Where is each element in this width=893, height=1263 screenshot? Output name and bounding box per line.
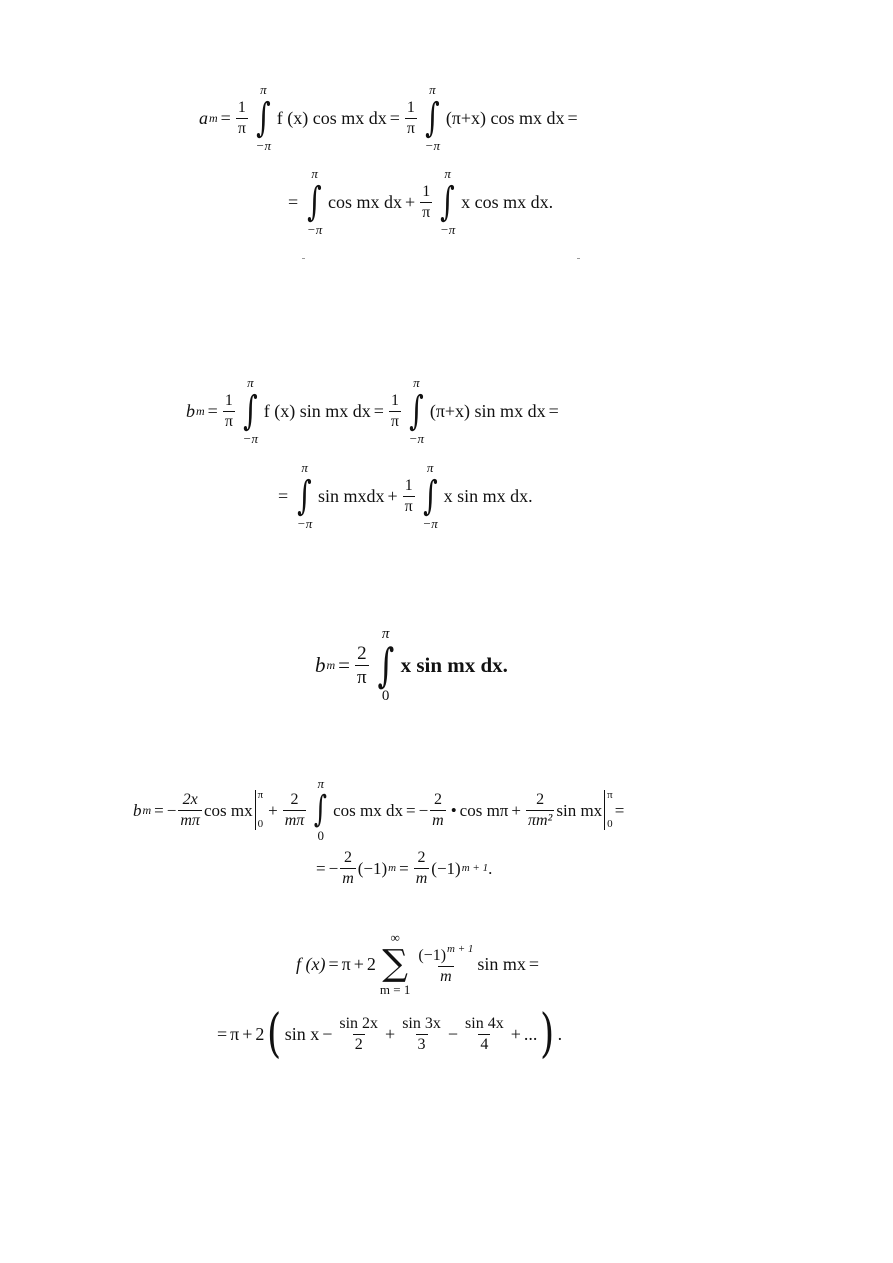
eq2-l2-term-b: x sin mx dx. — [443, 486, 533, 506]
eq5-pi: π — [341, 954, 351, 974]
eq2-integral2: π ∫ −π — [408, 375, 425, 446]
eq5-l2-equals: = — [217, 1024, 228, 1044]
eq1-frac1: $\frac{1}{\pi}$ — [237, 98, 246, 137]
eq5-term2: $\frac{\sin 2x}{2}$ — [339, 1014, 379, 1053]
eq4-l2-exp1: m — [388, 862, 397, 874]
eq5-l2-plus: + — [242, 1024, 253, 1044]
eq5-term1: sin x — [284, 1024, 320, 1044]
eq1-frac2: $\frac{1}{\pi}$ — [406, 98, 415, 137]
eq4-equals: = — [154, 800, 164, 820]
scan-speck-right — [577, 258, 580, 259]
eq4-minus2: − — [418, 800, 429, 820]
eq5-minus1: − — [322, 1024, 333, 1044]
eq4-frac3: $\frac{2}{m}$ — [432, 790, 444, 829]
eq1-line2 — [285, 166, 553, 238]
eq2-l2-integral2: π ∫ −π — [422, 460, 438, 531]
eq4-equals3: = — [614, 800, 625, 820]
eq4-frac1: $\frac{2x}{m\pi}$ — [180, 790, 200, 829]
eq1-l2-integral1: π ∫ −π — [306, 166, 323, 237]
eq3-integral: π ∫ 0 — [377, 626, 394, 704]
eq5-line1 — [296, 930, 542, 998]
eq4-l2-pow1: (−1) — [357, 859, 388, 878]
eq4-l2-pow2: (−1) — [431, 859, 461, 878]
eq2-equals2: = — [373, 401, 384, 421]
eq4-line2 — [313, 850, 492, 887]
eq3-equals: = — [338, 652, 351, 677]
eq4-minus: − — [166, 800, 177, 820]
eq5-right-paren: ) — [540, 1004, 555, 1064]
eq2-paren-expr: (π+x) sin mx dx — [429, 401, 546, 421]
eq1-l2-term-a: cos mx dx — [328, 192, 402, 212]
eq4-l2-equals2: = — [399, 859, 409, 878]
eq5-dots: ... — [523, 1024, 538, 1044]
eq5-left-paren: ( — [267, 1004, 282, 1064]
eq5-equals: = — [328, 954, 339, 974]
eq1-l2-plus: + — [405, 192, 416, 212]
eq1-fexpr: f (x) cos mx dx — [276, 108, 387, 128]
eq4-frac2: $\frac{2}{m\pi}$ — [284, 790, 305, 829]
eq4-plus: + — [268, 800, 278, 820]
eq5-equals2: = — [528, 954, 540, 974]
eq2-frac2: $\frac{1}{\pi}$ — [390, 391, 399, 430]
eq2-equals3: = — [548, 401, 559, 421]
eq1-equals3: = — [567, 108, 578, 128]
eq2-fexpr: f (x) sin mx dx — [263, 401, 371, 421]
eq2-line1 — [186, 375, 562, 447]
eq2-l2-integral1: π ∫ −π — [296, 460, 313, 531]
eq4-integral: π ∫ 0 — [314, 776, 328, 843]
eq1-integral1: π ∫ −π — [255, 82, 271, 153]
eq4-dot: • — [450, 800, 457, 820]
eq1-l2-frac: $\frac{1}{\pi}$ — [422, 182, 431, 221]
eq5-sum: ∞ ∑ m = 1 — [379, 930, 411, 997]
eq2-l2-term-a: sin mxdx — [318, 486, 385, 506]
eq4-plus2: + — [511, 800, 521, 820]
eq5-lhs: f (x) — [296, 954, 326, 974]
eq5-plus: + — [353, 954, 364, 974]
eq4-cos3: cos mπ — [459, 800, 509, 820]
eq2-lhs: b — [186, 401, 195, 421]
eq1-paren-expr: (π+x) cos mx dx — [445, 108, 565, 128]
eq1-integral2: π ∫ −π — [424, 82, 441, 153]
eq2-l2-frac: $\frac{1}{\pi}$ — [404, 476, 413, 515]
scan-speck-left — [302, 258, 305, 259]
eq2-frac1: $\frac{1}{\pi}$ — [224, 391, 233, 430]
eq5-two: 2 — [366, 954, 376, 974]
eq4-l2-equals: = — [316, 859, 326, 878]
eq3-line — [315, 626, 508, 704]
eq4-l2-frac1: $\frac{2}{m}$ — [342, 849, 354, 887]
eq5-sin: sin mx — [477, 954, 526, 974]
eq5-frac: $\frac{(-1)^{m + 1}}{m}$ — [418, 942, 474, 985]
eq4-cos1: cos mx — [203, 800, 253, 820]
eq3-frac: $\frac{2}{\pi}$ — [357, 642, 367, 688]
eq4-lhs: b — [133, 800, 142, 820]
eq4-cos2: cos mx dx — [333, 800, 403, 820]
eq4-l2-frac2: $\frac{2}{m}$ — [415, 849, 428, 887]
eq5-line2 — [214, 1004, 563, 1064]
eq4-eval-bar1: π 0 — [255, 790, 264, 830]
eq1-equals: = — [220, 108, 231, 128]
eq2-lhs-sub: m — [196, 404, 205, 418]
eq2-l2-equals: = — [278, 486, 289, 506]
eq5-plus2: + — [385, 1024, 396, 1044]
eq4-sin1: sin mx — [556, 800, 603, 820]
eq5-plus4: + — [510, 1024, 521, 1044]
eq4-equals2: = — [405, 800, 416, 820]
eq1-l2-equals: = — [288, 192, 299, 212]
eq5-term3: $\frac{\sin 3x}{3}$ — [402, 1014, 441, 1053]
eq5-end: . — [557, 1024, 563, 1044]
eq4-frac4: $\frac{2}{\text{πm²}}$ — [527, 790, 553, 829]
eq2-line2 — [275, 460, 533, 532]
eq1-lhs: a — [199, 108, 208, 128]
eq2-integral1: π ∫ −π — [242, 375, 258, 446]
eq4-lhs-sub: m — [142, 803, 152, 817]
eq5-l2-two: 2 — [255, 1024, 265, 1044]
eq1-l2-integral2: π ∫ −π — [440, 166, 456, 237]
eq1-line1 — [199, 82, 581, 154]
eq3-lhs: b — [315, 652, 326, 677]
eq5-minus3: − — [447, 1024, 459, 1044]
eq4-l2-exp2: m + 1 — [461, 862, 489, 874]
eq4-line1 — [133, 776, 624, 844]
eq2-l2-plus: + — [387, 486, 398, 506]
eq3-body: x sin mx dx. — [400, 652, 508, 677]
eq5-term4: $\frac{\sin 4x}{4}$ — [465, 1014, 504, 1053]
eq1-equals2: = — [389, 108, 400, 128]
eq4-l2-minus: − — [328, 859, 339, 878]
eq1-lhs-sub: m — [209, 111, 218, 125]
eq4-eval-bar2: π 0 — [604, 790, 613, 830]
eq5-l2-pi: π — [230, 1024, 240, 1044]
eq2-equals: = — [207, 401, 218, 421]
eq4-l2-end: . — [488, 859, 493, 878]
eq1-l2-term-b: x cos mx dx. — [461, 192, 554, 212]
eq3-lhs-sub: m — [326, 658, 336, 672]
